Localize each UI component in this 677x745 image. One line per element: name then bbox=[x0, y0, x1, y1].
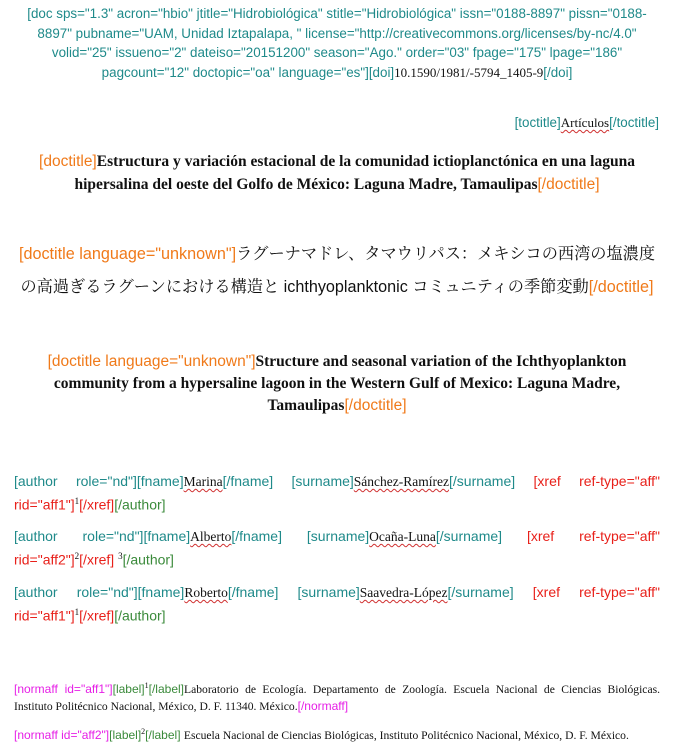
affiliation-label: 1 bbox=[144, 681, 149, 690]
doctitle-open-tag: [doctitle language="unknown"] bbox=[47, 353, 256, 370]
author-block bbox=[14, 472, 660, 514]
label-open-tag: [label] bbox=[112, 682, 145, 696]
surname-open-tag: [surname] bbox=[297, 584, 360, 600]
doctitle-english bbox=[14, 351, 660, 417]
normaff-open-tag: [normaff id="aff2"] bbox=[14, 728, 110, 742]
label-close-tag: [/label] bbox=[148, 682, 184, 696]
fname-open-tag: [fname] bbox=[137, 584, 185, 600]
normaff-close-tag: [/normaff] bbox=[297, 699, 349, 713]
author-open-tag: [author role="nd"] bbox=[14, 473, 137, 489]
doctitle-japanese bbox=[14, 238, 660, 304]
author-surname: Ocaña-Luna bbox=[369, 529, 436, 544]
doi-close-tag: [/doi] bbox=[543, 64, 573, 80]
toctitle bbox=[515, 113, 659, 132]
author-block bbox=[14, 583, 660, 625]
affiliation-text: Escuela Nacional de Ciencias Biológicas, Instituto Politécnico Nacional, México, D. F. México. bbox=[183, 729, 629, 742]
affiliation-block bbox=[14, 723, 660, 744]
doctitle-open-tag: [doctitle] bbox=[39, 153, 97, 170]
doctitle-close-tag: [/doctitle] bbox=[537, 175, 600, 193]
author-open-tag: [author role="nd"] bbox=[14, 528, 144, 544]
doi-open-tag: [doi] bbox=[368, 64, 395, 80]
surname-close-tag: [/surname] bbox=[447, 584, 514, 600]
fname-close-tag: [/fname] bbox=[227, 584, 279, 600]
extra-xref-label: 3 bbox=[118, 550, 123, 561]
author-fname: Roberto bbox=[184, 585, 228, 600]
xref-close-tag: [/xref] bbox=[79, 607, 115, 624]
surname-close-tag: [/surname] bbox=[435, 528, 503, 544]
affiliation-label: 2 bbox=[141, 727, 146, 736]
xref-open-tag: [xref ref-type="aff" rid="aff2"] bbox=[14, 528, 661, 568]
fname-close-tag: [/fname] bbox=[222, 473, 274, 489]
doc-open-tag: [doc sps="1.3" acron="hbio" jtitle="Hidrobiológica" stitle="Hidrobiológica" issn="0188-8897" pissn="0188-8897" pubname="UAM, Unidad Iztapalapa, " license="http://creativecommons.org/licenses/by-nc/4.0" volid="25" issueno="2" dateiso="20151200" season="Ago." order="03" fpage="175" lpage="186" pagcount="12" doctopic="oa" language="es"] bbox=[27, 6, 647, 80]
author-close-tag: [/author] bbox=[114, 496, 166, 513]
fname-close-tag: [/fname] bbox=[231, 528, 282, 544]
xref-label: 1 bbox=[74, 606, 80, 617]
author-fname: Marina bbox=[183, 474, 223, 489]
fname-open-tag: [fname] bbox=[136, 473, 184, 489]
surname-open-tag: [surname] bbox=[306, 528, 370, 544]
label-close-tag: [/label] bbox=[145, 728, 181, 742]
toctitle-close-tag: [/toctitle] bbox=[609, 115, 659, 130]
doctitle-text: Structure and seasonal variation of the Ichthyoplankton community from a hypersaline lagoon in the Western Gulf of Mexico: Laguna Madre, Tamaulipas bbox=[53, 353, 627, 414]
xref-open-tag: [xref ref-type="aff" rid="aff1"] bbox=[14, 584, 660, 624]
xref-open-tag: [xref ref-type="aff" rid="aff1"] bbox=[14, 473, 661, 513]
doctitle-close-tag: [/doctitle] bbox=[344, 397, 407, 414]
xref-close-tag: [/xref] bbox=[79, 551, 115, 568]
surname-close-tag: [/surname] bbox=[449, 473, 516, 489]
doctitle-open-tag: [doctitle language="unknown"] bbox=[18, 245, 237, 263]
author-close-tag: [/author] bbox=[114, 607, 166, 624]
doi-value: 10.1590/1981/-5794_1405-9 bbox=[394, 64, 544, 80]
doctitle-spanish bbox=[14, 151, 660, 196]
toctitle-open-tag: [toctitle] bbox=[514, 115, 561, 130]
xref-label: 2 bbox=[74, 550, 80, 561]
normaff-open-tag: [normaff id="aff1"] bbox=[14, 682, 113, 696]
xref-label: 1 bbox=[74, 495, 80, 506]
doctitle-text: Estructura y variación estacional de la comunidad ictioplanctónica en una laguna hipersalina del oeste del Golfo de México: Laguna Madre, Tamaulipas bbox=[74, 153, 635, 193]
affiliation-text: Laboratorio de Ecología. Departamento de Zoología. Escuela Nacional de Ciencias Biológicas. Instituto Politécnico Nacional, México, D. F. 11340. México. bbox=[14, 683, 661, 713]
doctitle-close-tag: [/doctitle] bbox=[588, 278, 654, 296]
author-close-tag: [/author] bbox=[122, 551, 174, 568]
fname-open-tag: [fname] bbox=[143, 528, 191, 544]
label-open-tag: [label] bbox=[109, 728, 142, 742]
author-fname: Alberto bbox=[190, 529, 232, 544]
affiliation-block bbox=[14, 677, 660, 715]
author-surname: Sánchez-Ramírez bbox=[353, 474, 449, 489]
author-open-tag: [author role="nd"] bbox=[14, 584, 138, 600]
surname-open-tag: [surname] bbox=[291, 473, 354, 489]
doc-metadata bbox=[14, 4, 660, 82]
toctitle-value: Artículos bbox=[560, 115, 610, 130]
doctitle-text: ラグーナマドレ、タマウリパス：メキシコの西湾の塩濃度の高過ぎるラグーンにおける構造と ichthyoplanktonic コミュニティの季節変動 bbox=[20, 245, 656, 296]
author-surname: Saavedra-López bbox=[359, 585, 448, 600]
xref-close-tag: [/xref] bbox=[79, 496, 115, 513]
author-block bbox=[14, 527, 660, 569]
